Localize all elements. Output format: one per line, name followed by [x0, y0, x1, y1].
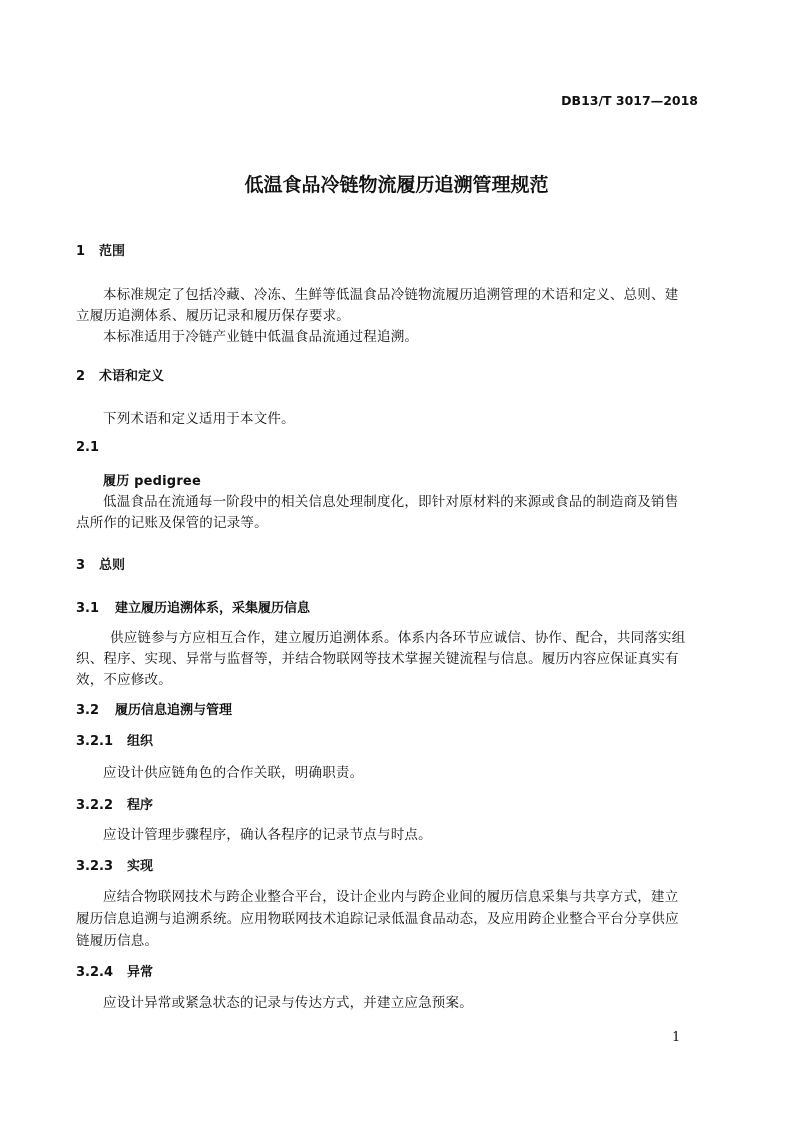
clause-title: 异常 — [127, 965, 154, 980]
clause-title: 履历信息追溯与管理 — [115, 703, 233, 718]
paragraph-line: 立履历追溯体系、履历记录和履历保存要求。 — [76, 308, 350, 324]
paragraph-line: 供应链参与方应相互合作，建立履历追溯体系。体系内各环节应诚信、协作、配合，共同落实组 — [110, 630, 686, 646]
section-title: 术语和定义 — [99, 369, 165, 384]
clause-3-2-4-heading — [76, 961, 153, 980]
clause-number: 3.2 — [76, 703, 100, 718]
page-title: 低温食品冷链物流履历追溯管理规范 — [244, 174, 549, 196]
standard-code: DB13/T 3017—2018 — [561, 93, 698, 108]
clause-title: 程序 — [127, 798, 154, 813]
section-number: 2 — [76, 369, 86, 384]
clause-title: 建立履历追溯体系，采集履历信息 — [115, 601, 311, 616]
paragraph-line: 应结合物联网技术与跨企业整合平台，设计企业内与跨企业间的履历信息采集与共享方式，建立 — [103, 889, 679, 905]
paragraph-line: 织、程序、实现、异常与监督等，并结合物联网等技术掌握关键流程与信息。履历内容应保证真实有 — [76, 651, 679, 667]
paragraph-line: 下列术语和定义适用于本文件。 — [103, 411, 295, 427]
paragraph-line: 本标准规定了包括冷藏、冷冻、生鲜等低温食品冷链物流履历追溯管理的术语和定义、总则、建 — [103, 287, 679, 303]
page-number: 1 — [672, 1030, 681, 1045]
clause-number: 3.2.4 — [76, 965, 114, 980]
paragraph-line: 应设计管理步骤程序，确认各程序的记录节点与时点。 — [103, 827, 432, 843]
section-1-heading — [76, 240, 125, 259]
clause-number: 3.2.1 — [76, 734, 114, 749]
paragraph-line: 低温食品在流通每一阶段中的相关信息处理制度化，即针对原材料的来源或食品的制造商及销售 — [103, 494, 679, 510]
clause-number: 3.2.2 — [76, 798, 114, 813]
paragraph-line: 链履历信息。 — [76, 933, 159, 949]
paragraph-line: 履历信息追溯与追溯系统。应用物联网技术追踪记录低温食品动态，及应用跨企业整合平台分享供应 — [76, 911, 679, 927]
section-2-heading — [76, 365, 164, 384]
section-title: 总则 — [99, 558, 126, 573]
term-heading: 履历 pedigree — [103, 474, 201, 489]
paragraph-line: 应设计供应链角色的合作关联，明确职责。 — [103, 765, 364, 781]
clause-3-1-heading — [76, 597, 310, 616]
paragraph-line: 应设计异常或紧急状态的记录与传达方式，并建立应急预案。 — [103, 995, 473, 1011]
clause-number: 3.1 — [76, 601, 100, 616]
paragraph-line: 本标准适用于冷链产业链中低温食品流通过程追溯。 — [103, 329, 419, 345]
clause-3-2-3-heading — [76, 855, 153, 874]
clause-3-2-heading — [76, 699, 232, 718]
section-title: 范围 — [99, 244, 126, 259]
clause-3-2-1-heading — [76, 730, 153, 749]
clause-title: 组织 — [127, 734, 154, 749]
paragraph-line: 效，不应修改。 — [76, 672, 172, 688]
clause-2-1-number: 2.1 — [76, 440, 100, 455]
clause-number: 3.2.3 — [76, 859, 114, 874]
clause-title: 实现 — [127, 859, 154, 874]
section-number: 3 — [76, 558, 86, 573]
paragraph-line: 点所作的记账及保管的记录等。 — [76, 515, 268, 531]
section-number: 1 — [76, 244, 86, 259]
clause-3-2-2-heading — [76, 794, 153, 813]
section-3-heading — [76, 554, 125, 573]
